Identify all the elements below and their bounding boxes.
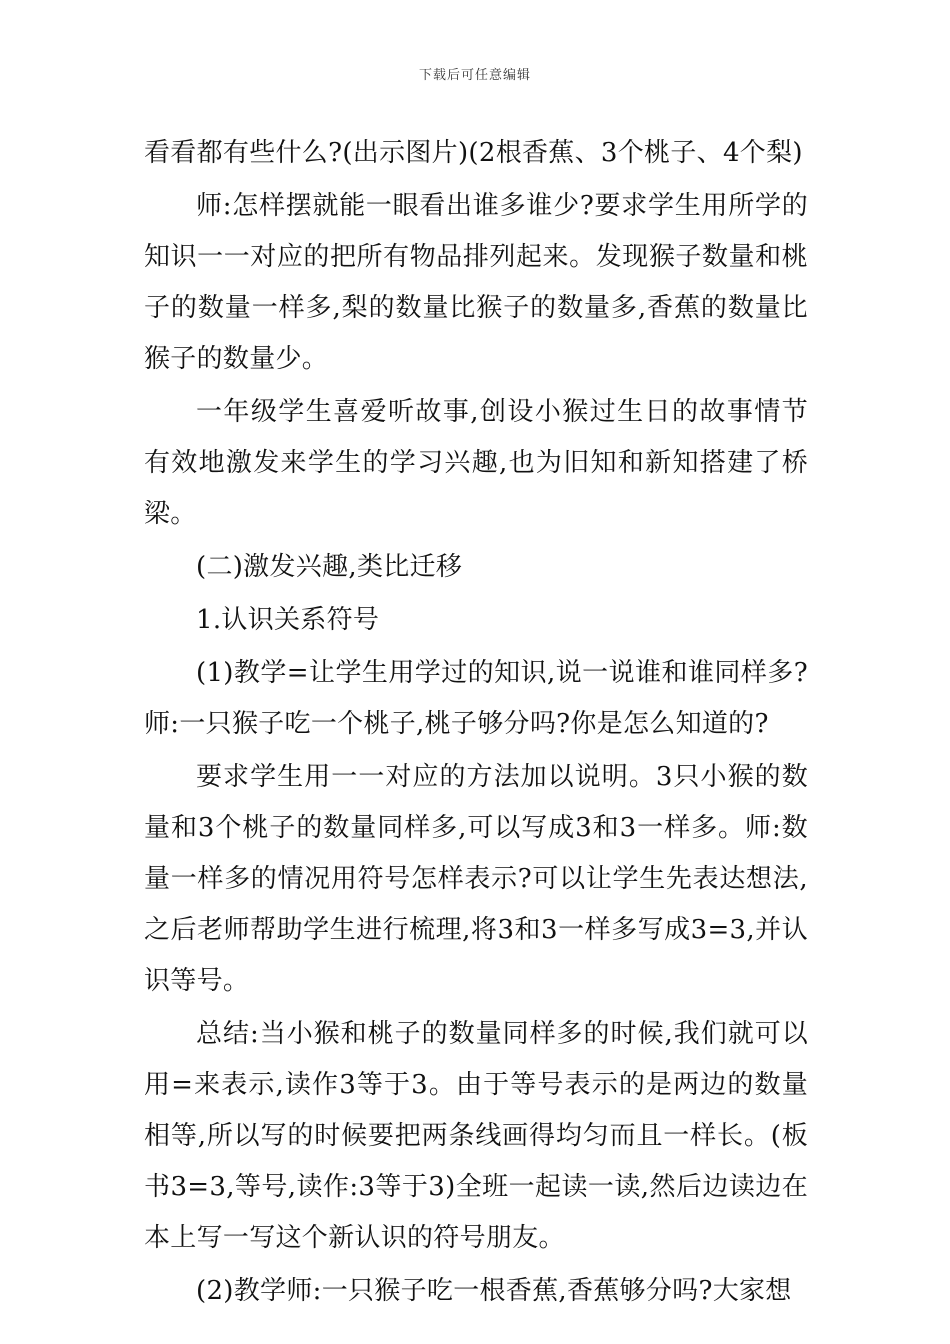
paragraph: (1)教学=让学生用学过的知识,说一说谁和谁同样多?师:一只猴子吃一个桃子,桃子够分吗?你是怎么知道的?	[144, 658, 808, 739]
paragraph: 要求学生用一一对应的方法加以说明。3只小猴的数量和3个桃子的数量同样多,可以写成3和3一样多。师:数量一样多的情况用符号怎样表示?可以让学生先表达想法,之后老师帮助学生进行梳理,将3和3一样多写成3=3,并认识等号。	[144, 762, 808, 996]
paragraph: 一年级学生喜爱听故事,创设小猴过生日的故事情节有效地激发来学生的学习兴趣,也为旧知和新知搭建了桥梁。	[144, 397, 808, 529]
header-note: 下载后可任意编辑	[418, 68, 531, 83]
subsection-heading: 1.认识关系符号	[196, 605, 380, 635]
paragraph-continuation: 看看都有些什么?(出示图片)(2根香蕉、3个桃子、4个梨)	[144, 138, 803, 168]
paragraph: 师:怎样摆就能一眼看出谁多谁少?要求学生用所学的知识一一对应的把所有物品排列起来。发现猴子数量和桃子的数量一样多,梨的数量比猴子的数量多,香蕉的数量比猴子的数量少。	[144, 191, 808, 374]
document-body	[144, 128, 808, 1319]
paragraph: 总结:当小猴和桃子的数量同样多的时候,我们就可以用=来表示,读作3等于3。由于等号表示的是两边的数量相等,所以写的时候要把两条线画得均匀而且一样长。(板书3=3,等号,读作:3等于3)全班一起读一读,然后边读边在本上写一写这个新认识的符号朋友。	[144, 1019, 808, 1253]
paragraph: (2)教学师:一只猴子吃一根香蕉,香蕉够分吗?大家想	[196, 1276, 792, 1306]
section-heading: (二)激发兴趣,类比迁移	[196, 552, 463, 582]
